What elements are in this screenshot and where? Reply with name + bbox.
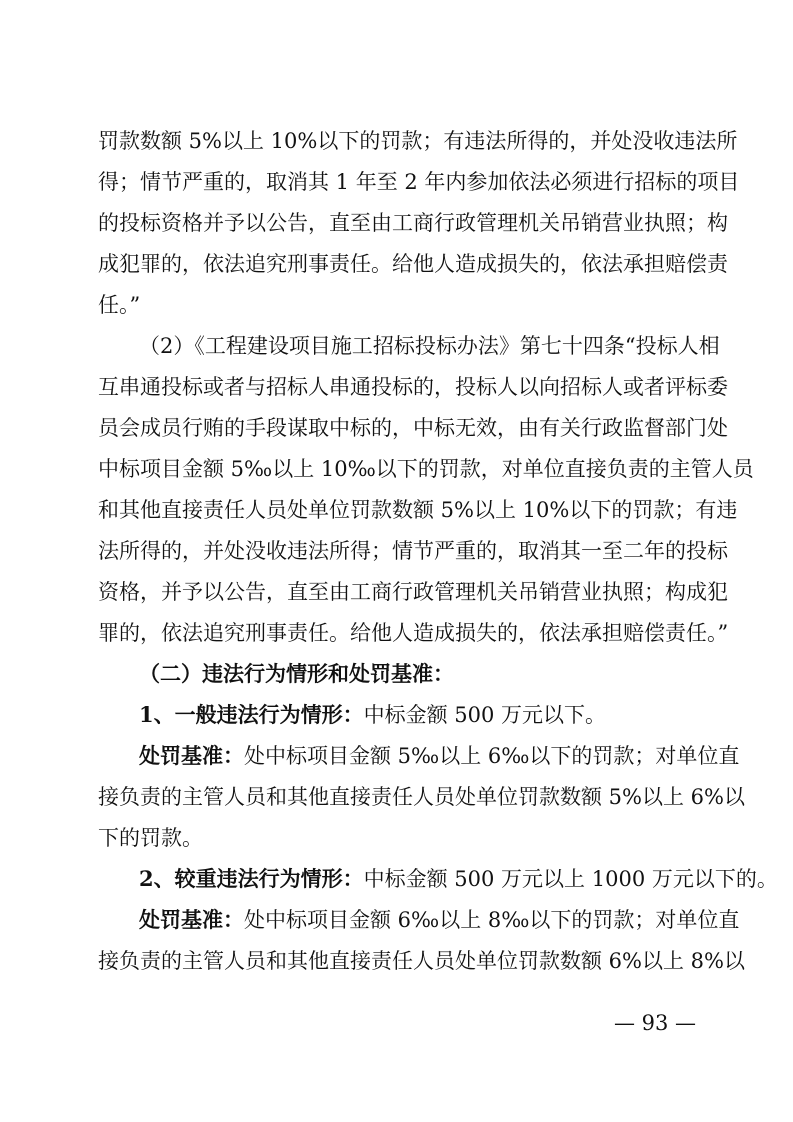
serious-penalty-text: 处中标项目金额 6‰以上 8‰以下的罚款；对单位直 (244, 908, 740, 932)
page-number: — 93 — (613, 1011, 697, 1035)
serious-penalty-line (139, 900, 740, 940)
paragraph-line: 得；情节严重的，取消其 1 年至 2 年内参加依法必须进行招标的项目 (98, 170, 740, 194)
paragraph-line: 中标项目金额 5‰以上 10‰以下的罚款，对单位直接负责的主管人员 (98, 457, 754, 481)
paragraph-line: 和其他直接责任人员处单位罚款数额 5%以上 10%以下的罚款；有违 (98, 498, 738, 522)
paragraph-line: 资格，并予以公告，直至由工商行政管理机关吊销营业执照；构成犯 (98, 580, 728, 604)
paragraph-line: 成犯罪的，依法追究刑事责任。给他人造成损失的，依法承担赔偿责 (98, 252, 728, 276)
general-case-label: 1、一般违法行为情形： (139, 702, 364, 727)
general-penalty-text: 处中标项目金额 5‰以上 6‰以下的罚款；对单位直 (244, 744, 740, 768)
paragraph-line: 的投标资格并予以公告，直至由工商行政管理机关吊销营业执照；构 (98, 211, 728, 235)
general-case-line (139, 695, 698, 735)
paragraph-line: 接负责的主管人员和其他直接责任人员处单位罚款数额 5%以上 6%以 (98, 785, 745, 809)
paragraph-line: 员会成员行贿的手段谋取中标的，中标无效，由有关行政监督部门处 (98, 416, 728, 440)
serious-penalty-label: 处罚基准： (139, 907, 244, 932)
paragraph-line: （2）《工程建设项目施工招标投标办法》第七十四条“投标人相 (139, 334, 720, 358)
paragraph-line: 法所得的，并处没收违法所得；情节严重的，取消其一至二年的投标 (98, 539, 728, 563)
general-penalty-label: 处罚基准： (139, 743, 244, 768)
section-heading: （二）违法行为情形和处罚基准： (139, 661, 454, 686)
paragraph-line: 下的罚款。 (98, 826, 203, 850)
paragraph-line: 任。” (98, 293, 141, 317)
general-case-text: 中标金额 500 万元以下。 (363, 703, 607, 727)
general-penalty-line (139, 736, 740, 776)
serious-case-text: 中标金额 500 万元以上 1000 万元以下的。 (363, 867, 778, 891)
serious-case-line (139, 859, 778, 899)
paragraph-line: 接负责的主管人员和其他直接责任人员处单位罚款数额 6%以上 8%以 (98, 949, 745, 973)
paragraph-line: 互串通投标或者与招标人串通投标的，投标人以向招标人或者评标委 (98, 375, 728, 399)
paragraph-line: 罪的，依法追究刑事责任。给他人造成损失的，依法承担赔偿责任。” (98, 621, 729, 645)
paragraph-line: 罚款数额 5%以上 10%以下的罚款；有违法所得的，并处没收违法所 (98, 129, 738, 153)
serious-case-label: 2、较重违法行为情形： (139, 866, 364, 891)
